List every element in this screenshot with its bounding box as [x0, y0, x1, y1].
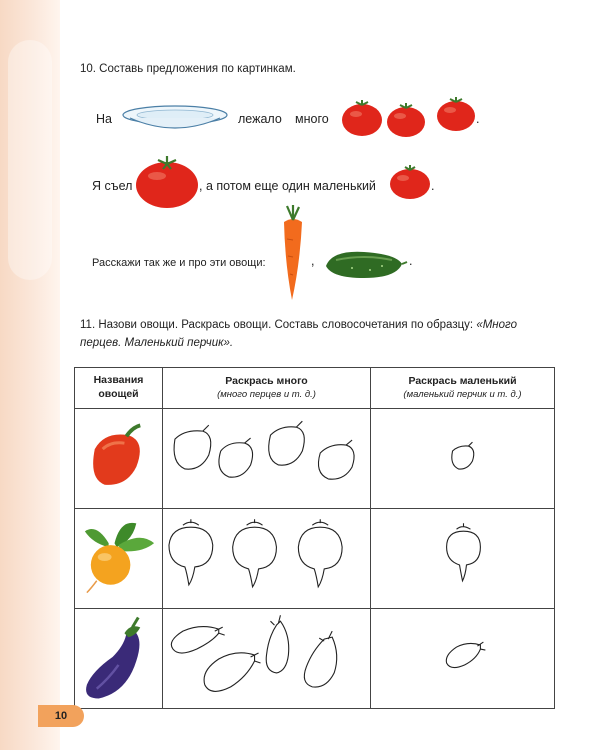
coloring-cell-small[interactable] [371, 609, 555, 709]
pepper-icon [75, 409, 162, 508]
exercise-11-example: «Много перцев. Маленький перчик». [80, 319, 517, 349]
coloring-cell-small[interactable] [371, 509, 555, 609]
coloring-cell-many[interactable] [163, 409, 371, 509]
big-tomato-icon [134, 154, 200, 210]
eggplant-outline-small [371, 609, 554, 708]
col-many-header [163, 368, 371, 409]
exercise-10-title: 10. Составь предложения по картинкам. [80, 63, 296, 75]
vegetables-table [74, 367, 555, 709]
table-row [75, 409, 555, 509]
tomatoes-group-icon [340, 96, 480, 140]
eggplant-icon [75, 609, 162, 708]
col-small-title: Раскрась маленький [408, 375, 517, 387]
table-row [75, 609, 555, 709]
line1-word-mnogo: много [295, 112, 329, 126]
turnip-outline-small [371, 509, 554, 608]
line1-period: . [476, 112, 480, 126]
coloring-cell-many[interactable] [163, 609, 371, 709]
line1-word-lezhalo: лежало [238, 112, 282, 126]
pepper-outline-small [371, 409, 554, 508]
coloring-cell-many[interactable] [163, 509, 371, 609]
cucumber-icon [322, 248, 408, 282]
col-names-header: Названия овощей [75, 368, 163, 409]
page-number: 10 [38, 705, 84, 727]
line2-start: Я съел [92, 179, 133, 193]
col-many-subtitle: (много перцев и т. д.) [217, 388, 316, 400]
table-row [75, 509, 555, 609]
turnip-icon [75, 509, 162, 608]
col-many-title: Раскрась много [225, 375, 308, 387]
tomato-icon [437, 97, 475, 131]
turnip-outlines-many [163, 509, 370, 608]
exercise-11-title [80, 317, 560, 353]
exercise-11-instructions: 11. Назови овощи. Раскрась овощи. Составь словосочетания по образцу: [80, 319, 477, 331]
page-side-band [0, 0, 60, 750]
line1-word-na: На [96, 112, 112, 126]
carrot-icon [278, 204, 308, 302]
small-tomato-icon [388, 164, 435, 200]
line3-period: . [409, 254, 413, 268]
col-small-subtitle: (маленький перчик и т. д.) [403, 388, 522, 400]
tomato-icon [387, 103, 425, 137]
line2-period: . [431, 179, 435, 193]
line3-comma: , [311, 254, 315, 268]
tomato-icon [342, 100, 382, 136]
line2-middle: , а потом еще один маленький [199, 179, 376, 193]
line3-text: Расскажи так же и про эти овощи: [92, 257, 266, 269]
coloring-cell-small[interactable] [371, 409, 555, 509]
eggplant-outlines-many [163, 609, 370, 708]
table-header-row [75, 368, 555, 409]
col-small-header [371, 368, 555, 409]
pepper-outlines-many [163, 409, 370, 508]
plate-icon [120, 104, 230, 136]
